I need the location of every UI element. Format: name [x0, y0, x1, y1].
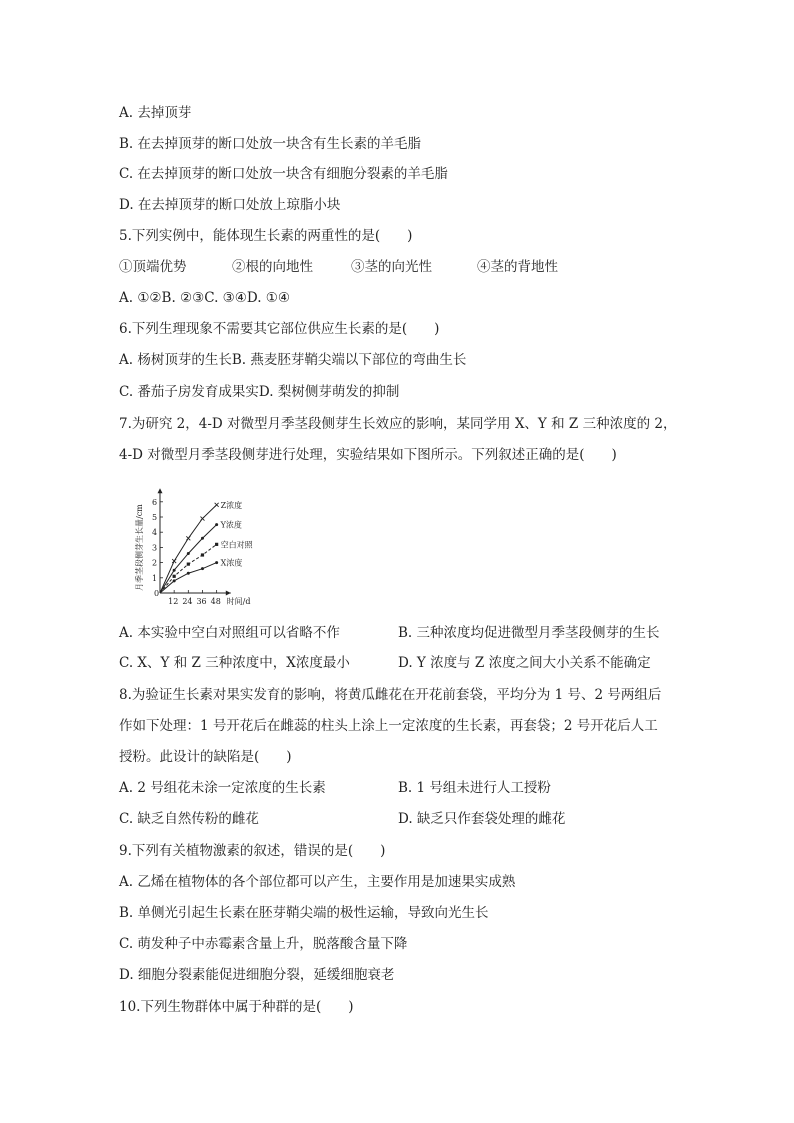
q7-chart	[128, 478, 343, 610]
data-point	[201, 553, 204, 556]
data-point	[187, 572, 190, 575]
q9-stem: 9.下列有关植物激素的叙述，错误的是( )	[119, 843, 386, 859]
q9-option-c: C. 萌发种子中赤霉素含量上升，脱落酸含量下降	[119, 936, 408, 952]
y-tick-label: 6	[152, 497, 158, 507]
series-label: X浓度	[220, 558, 243, 568]
x-tick-label: 48	[210, 597, 221, 606]
y-axis-label: 月季茎段侧芽生长量/cm	[135, 504, 144, 591]
y-tick-label: 3	[152, 543, 158, 553]
series-label: Y浓度	[220, 520, 242, 530]
x-axis-label: 时间/d	[226, 597, 251, 606]
q8-option-d: D. 缺乏只作套袋处理的雌花	[398, 811, 566, 827]
q4-option-d: D. 在去掉顶芽的断口处放上琼脂小块	[119, 197, 341, 213]
q8-stem-line1: 8.为验证生长素对果实发育的影响，将黄瓜雌花在开花前套袋，平均分为 1 号、2 号两组后	[119, 687, 662, 703]
data-point	[201, 567, 204, 570]
y-axis-arrow	[158, 488, 163, 493]
origin-label: 0	[154, 589, 160, 598]
data-point	[173, 579, 176, 582]
q5-stem: 5.下列实例中，能体现生长素的两重性的是( )	[119, 228, 413, 244]
q5-item-2: ②根的向地性	[232, 259, 313, 275]
q6-stem: 6.下列生理现象不需要其它部位供应生长素的是( )	[119, 321, 440, 337]
q7-stem-line1: 7.为研究 2，4-D 对微型月季茎段侧芽生长效应的影响，某同学用 X、Y 和 Z 三种浓度的 2，	[119, 416, 677, 432]
y-tick-label: 5	[152, 513, 158, 522]
data-point	[187, 563, 190, 566]
data-point	[215, 503, 219, 507]
q7-option-d: D. Y 浓度与 Z 浓度之间大小关系不能确定	[398, 655, 651, 671]
line-chart	[128, 478, 343, 610]
q4-option-b: B. 在去掉顶芽的断口处放一块含有生长素的羊毛脂	[119, 136, 422, 152]
x-tick-label: 24	[182, 597, 193, 606]
y-tick-label: 1	[152, 573, 158, 583]
data-point	[215, 561, 218, 564]
data-point	[201, 537, 204, 540]
q7-option-b: B. 三种浓度均促进微型月季茎段侧芽的生长	[398, 625, 660, 641]
x-axis-arrow	[226, 591, 231, 596]
q8-stem-line3: 授粉。此设计的缺陷是( )	[119, 749, 292, 765]
data-point	[215, 523, 218, 526]
q5-item-3: ③茎的向光性	[351, 259, 432, 275]
data-point	[200, 517, 204, 521]
data-point	[173, 575, 176, 578]
q6-options-line2: C. 番茄子房发育成果实D. 梨树侧芽萌发的抑制	[119, 384, 400, 400]
q8-stem-line2: 作如下处理：1 号开花后在雌蕊的柱头上涂上一定浓度的生长素，再套袋；2 号开花后人工	[119, 718, 658, 734]
q4-option-a: A. 去掉顶芽	[119, 105, 192, 121]
q8-option-b: B. 1 号组未进行人工授粉	[398, 780, 551, 796]
q7-option-a: A. 本实验中空白对照组可以省略不作	[119, 625, 340, 641]
data-point	[172, 559, 176, 563]
q5-item-1: ①顶端优势	[119, 259, 187, 275]
q7-stem-line2: 4-D 对微型月季茎段侧芽进行处理，实验结果如下图所示。下列叙述正确的是( )	[119, 447, 617, 463]
series-line-1	[160, 525, 217, 593]
q7-option-c: C. X、Y 和 Z 三种浓度中，X浓度最小	[119, 655, 350, 671]
data-point	[215, 543, 218, 546]
x-tick-label: 36	[196, 597, 207, 606]
q5-item-4: ④茎的背地性	[477, 259, 558, 275]
q4-option-c: C. 在去掉顶芽的断口处放一块含有细胞分裂素的羊毛脂	[119, 166, 448, 182]
q9-option-d: D. 细胞分裂素能促进细胞分裂，延缓细胞衰老	[119, 967, 395, 983]
data-point	[173, 569, 176, 572]
x-tick-label: 12	[168, 597, 179, 606]
q8-option-a: A. 2 号组花未涂一定浓度的生长素	[119, 780, 326, 796]
series-label: 空白对照	[220, 540, 253, 550]
q5-options: A. ①②B. ②③C. ③④D. ①④	[119, 290, 291, 306]
series-label: Z浓度	[220, 500, 243, 510]
q9-option-a: A. 乙烯在植物体的各个部位都可以产生，主要作用是加速果实成熟	[119, 874, 516, 890]
data-point	[187, 552, 190, 555]
q6-options-line1: A. 杨树顶芽的生长B. 燕麦胚芽鞘尖端以下部位的弯曲生长	[119, 352, 467, 368]
q8-option-c: C. 缺乏自然传粉的雌花	[119, 811, 259, 827]
series-line-3	[160, 563, 217, 593]
y-tick-label: 2	[152, 558, 158, 568]
y-tick-label: 4	[152, 528, 158, 538]
q9-option-b: B. 单侧光引起生长素在胚芽鞘尖端的极性运输，导致向光生长	[119, 905, 489, 921]
data-point	[186, 536, 190, 540]
q10-stem: 10.下列生物群体中属于种群的是( )	[119, 999, 354, 1015]
